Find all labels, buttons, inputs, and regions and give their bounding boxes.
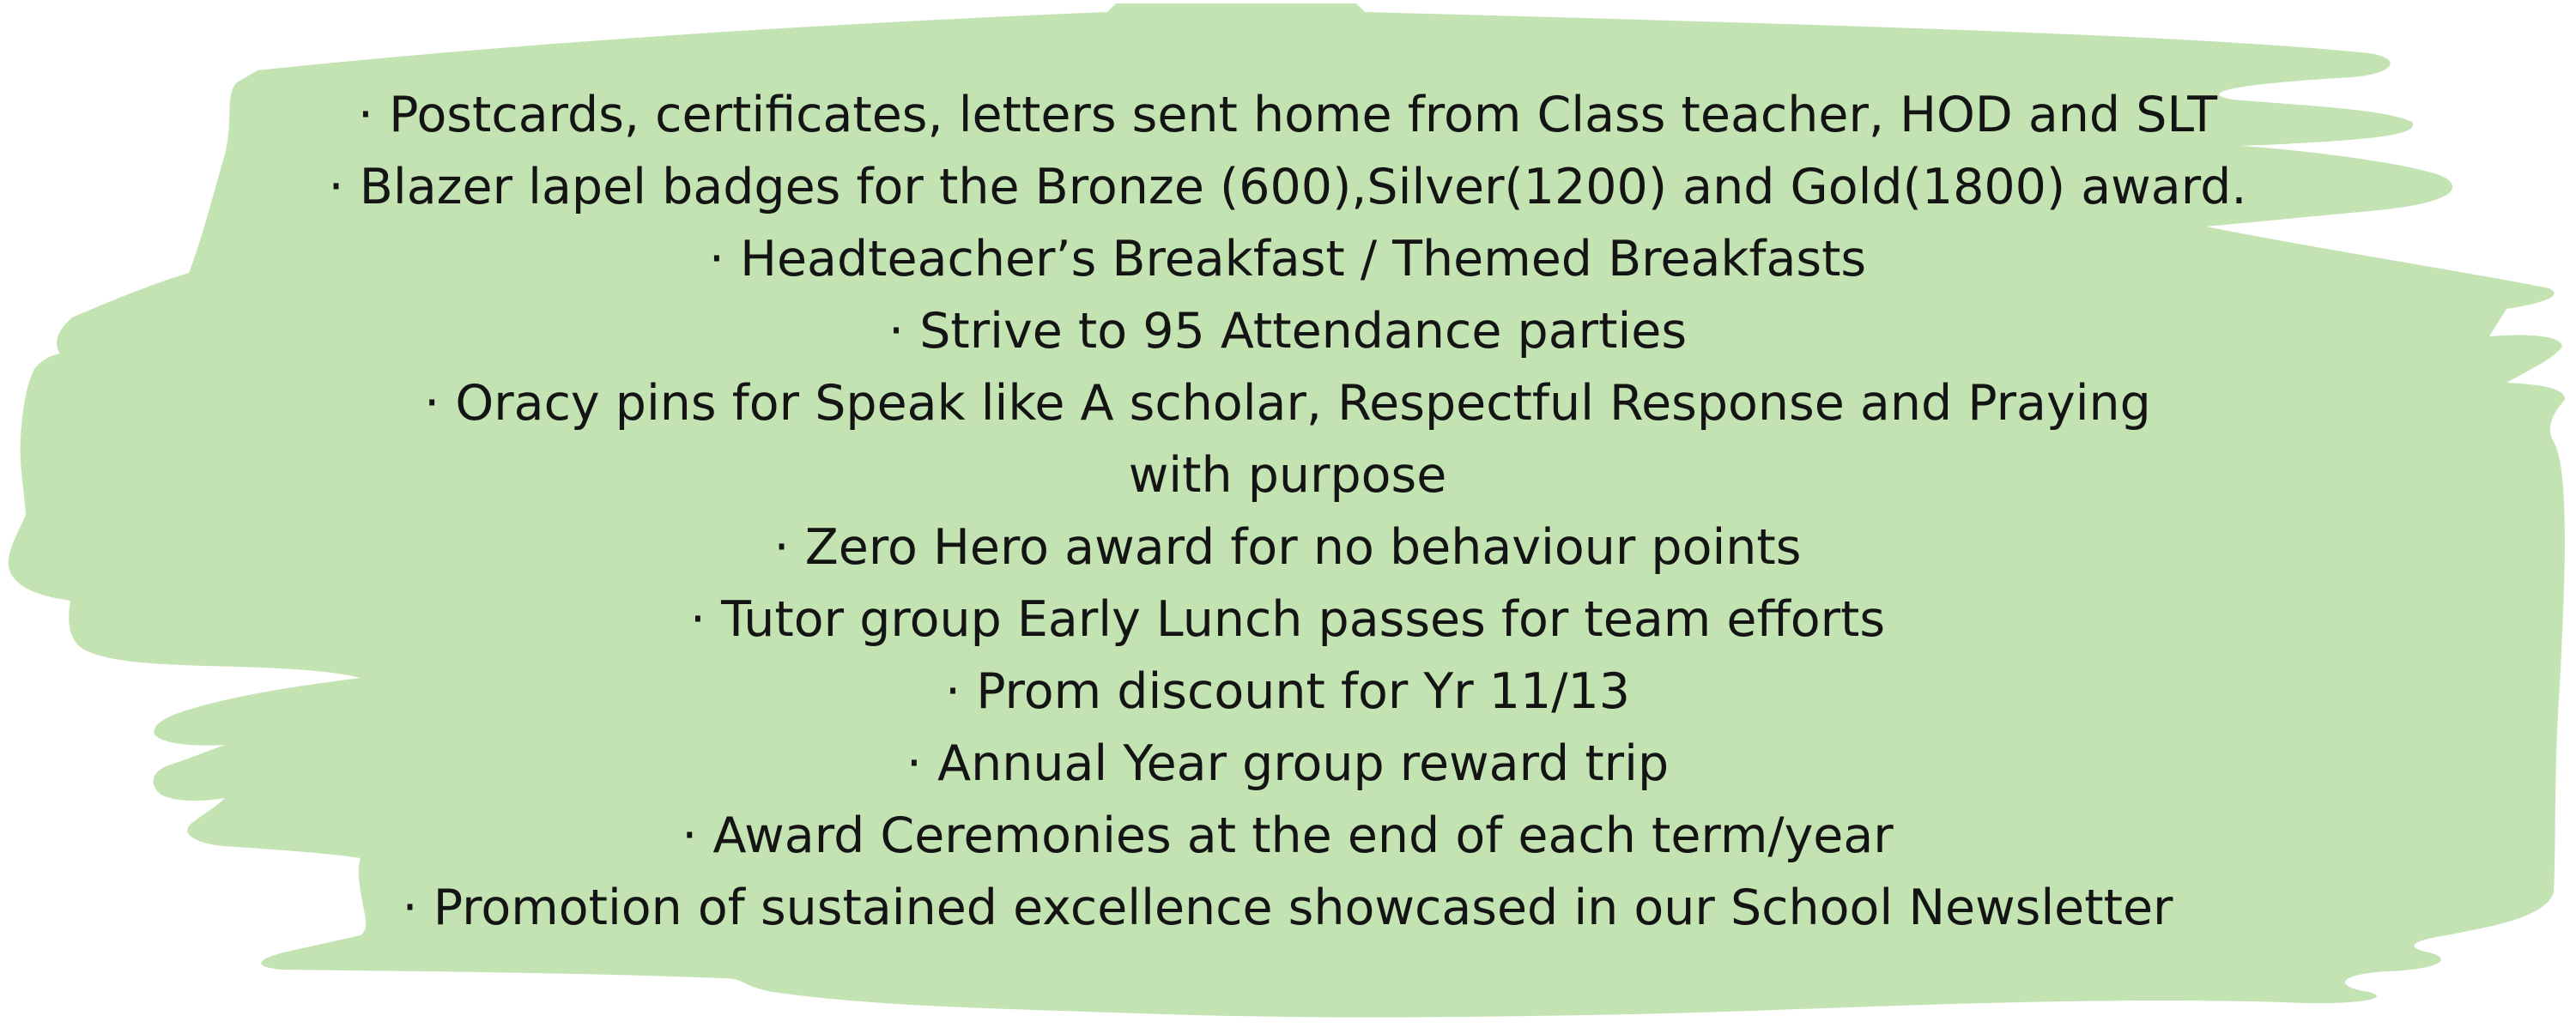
reward-item-oracy-pins: · Oracy pins for Speak like A scholar, Respectful Response and Praying with purpose (424, 375, 2151, 504)
reward-item-early-lunch: · Tutor group Early Lunch passes for team efforts (689, 591, 1886, 648)
rewards-list (258, 79, 2318, 944)
reward-item-breakfasts: · Headteacher’s Breakfast / Themed Breakfasts (708, 231, 1867, 287)
reward-item-postcards: · Postcards, certificates, letters sent home from Class teacher, HOD and SLT (357, 87, 2218, 143)
reward-item-award-ceremonies: · Award Ceremonies at the end of each term/year (682, 807, 1894, 864)
reward-item-prom-discount: · Prom discount for Yr 11/13 (944, 663, 1631, 720)
reward-item-reward-trip: · Annual Year group reward trip (906, 735, 1670, 792)
reward-item-zero-hero: · Zero Hero award for no behaviour points (773, 519, 1802, 576)
reward-item-attendance-parties: · Strive to 95 Attendance parties (888, 303, 1688, 360)
reward-item-lapel-badges: · Blazer lapel badges for the Bronze (600),Silver(1200) and Gold(1800) award. (328, 159, 2247, 215)
reward-item-newsletter: · Promotion of sustained excellence showcased in our School Newsletter (402, 880, 2173, 936)
